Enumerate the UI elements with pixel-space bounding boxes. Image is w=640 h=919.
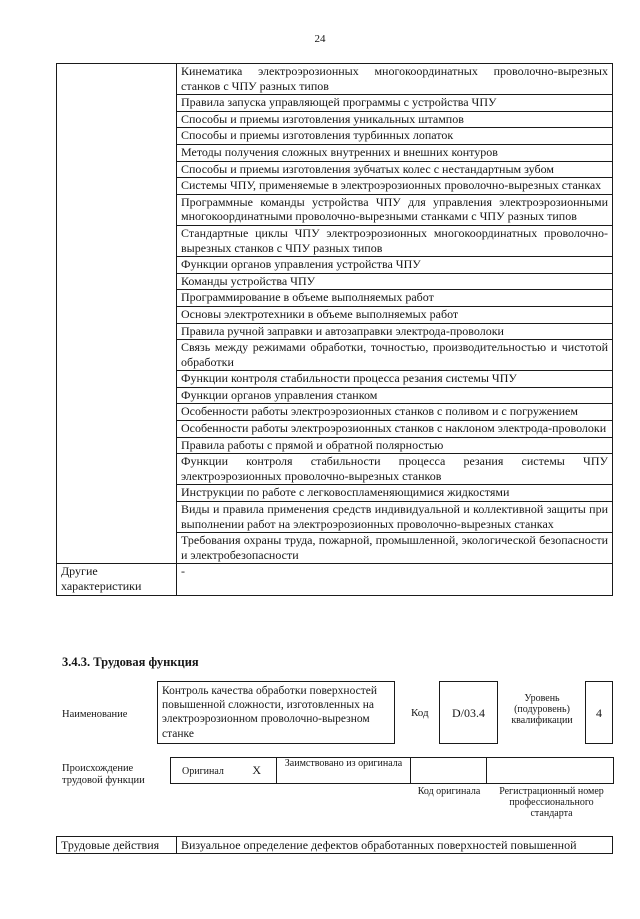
qualification-level-field: 4 <box>585 681 613 744</box>
requirement-item: Правила работы с прямой и обратной полярностью <box>177 437 613 454</box>
function-name-field: Контроль качества обработки поверхностей повышенной сложности, изготовленных на электроэрозионном проволочно-вырезном станке <box>157 681 395 744</box>
requirement-item: Инструкции по работе с легковоспламеняющимися жидкостями <box>177 485 613 502</box>
knowledge-label-cell <box>57 64 177 564</box>
original-mark: X <box>252 763 262 777</box>
requirement-item: Связь между режимами обработки, точностью, производительностью и чистотой обработки <box>177 340 613 371</box>
naming-label: Наименование <box>62 709 128 720</box>
requirement-item: Способы и приемы изготовления уникальных штампов <box>177 111 613 128</box>
code-label: Код <box>411 707 429 719</box>
other-characteristics-row <box>57 564 613 595</box>
labor-actions-table <box>56 836 613 854</box>
requirement-item: Программные команды устройства ЧПУ для управления электроэрозионными многокоординатными проволочно-вырезными станками с ЧПУ разных типов <box>177 194 613 225</box>
code-original-cell <box>411 758 487 784</box>
requirement-item: Системы ЧПУ, применяемые в электроэрозионных проволочно-вырезных станках <box>177 178 613 195</box>
requirement-row <box>57 64 613 95</box>
requirement-item: Функции контроля стабильности процесса резания системы ЧПУ <box>177 371 613 388</box>
requirement-item: Стандартные циклы ЧПУ электроэрозионных многокоординатных проволочно-вырезных станков с ЧПУ разных типов <box>177 225 613 256</box>
labor-actions-first: Визуальное определение дефектов обработанных поверхностей повышенной <box>177 837 613 854</box>
reg-number-caption: Регистрационный номер профессионального стандарта <box>499 786 604 819</box>
original-cell <box>171 758 277 784</box>
page-number: 24 <box>314 33 326 45</box>
function-code-field: D/03.4 <box>439 681 498 744</box>
requirements-table <box>56 63 613 596</box>
reg-number-cell <box>487 758 614 784</box>
requirement-item: Особенности работы электроэрозионных станков с поливом и с погружением <box>177 404 613 421</box>
origin-label: Происхождение трудовой функции <box>62 763 145 786</box>
borrowed-label: Заимствовано из оригинала <box>284 758 403 769</box>
requirement-item: Требования охраны труда, пожарной, промышленной, экологической безопасности и электробезопасности <box>177 533 613 564</box>
requirement-item: Команды устройства ЧПУ <box>177 273 613 290</box>
requirement-item: Программирование в объеме выполняемых работ <box>177 290 613 307</box>
other-characteristics-label: Другие характеристики <box>57 564 177 595</box>
borrowed-cell <box>277 758 411 784</box>
section-title: 3.4.3. Трудовая функция <box>62 655 199 669</box>
origin-table <box>170 757 614 784</box>
requirement-item: Виды и правила применения средств индивидуальной и коллективной защиты при выполнении работ на электроэрозионных проволочно-вырезных станках <box>177 502 613 533</box>
requirement-item: Функции органов управления станком <box>177 387 613 404</box>
requirement-item: Правила ручной заправки и автозаправки электрода-проволоки <box>177 323 613 340</box>
labor-actions-label: Трудовые действия <box>57 837 177 854</box>
requirement-item: Основы электротехники в объеме выполняемых работ <box>177 306 613 323</box>
requirement-item: Правила запуска управляющей программы с устройства ЧПУ <box>177 95 613 112</box>
other-characteristics-value: - <box>177 564 613 595</box>
code-original-caption: Код оригинала <box>417 786 481 797</box>
requirement-item: Способы и приемы изготовления зубчатых колес с нестандартным зубом <box>177 161 613 178</box>
original-label: Оригинал <box>182 766 224 777</box>
requirement-item: Методы получения сложных внутренних и внешних контуров <box>177 144 613 161</box>
requirement-item: Функции контроля стабильности процесса резания системы ЧПУ электроэрозионных проволочно-вырезных станков <box>177 454 613 485</box>
requirement-item: Кинематика электроэрозионных многокоординатных проволочно-вырезных станков с ЧПУ разных типов <box>177 64 613 95</box>
requirement-item: Способы и приемы изготовления турбинных лопаток <box>177 128 613 145</box>
requirement-item: Особенности работы электроэрозионных станков с наклоном электрода-проволоки <box>177 421 613 438</box>
level-label: Уровень (подуровень) квалификации <box>511 693 573 726</box>
requirement-item: Функции органов управления устройства ЧПУ <box>177 257 613 274</box>
